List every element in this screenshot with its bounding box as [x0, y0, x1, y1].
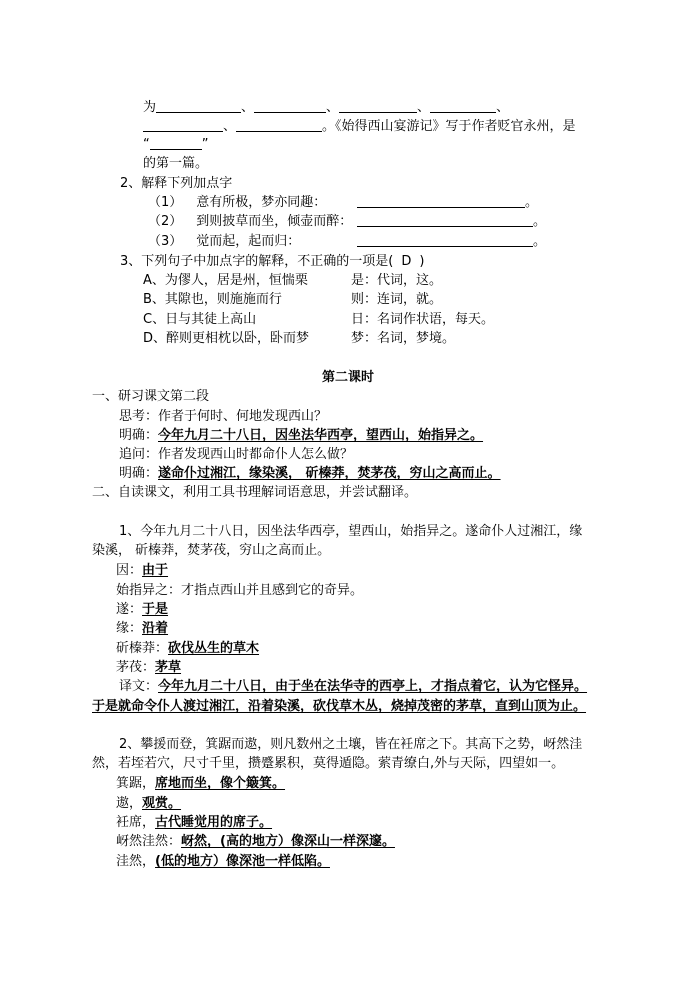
separator: 、: [417, 100, 431, 115]
q3-option-a: A、为僇人，居是州，恒惴栗: [143, 273, 308, 288]
gloss-meaning: 沿着: [142, 621, 169, 636]
passage-1-line-1: 1、今年九月二十八日，因坐法华西亭，望西山，始指异之。遂命仆人过湘江，缘: [119, 524, 583, 539]
fill-line-1: [143, 100, 509, 116]
translation-label: 译文：: [119, 679, 159, 694]
item-number: （3）: [148, 234, 183, 249]
gloss-waran: [116, 854, 330, 870]
gloss-term: 茅茷：: [116, 660, 156, 675]
item-text: 到则披草而坐，倾壶而醉：: [196, 214, 353, 229]
gloss-term: 斫榛莽：: [116, 641, 169, 656]
fill-prefix: 为: [143, 100, 157, 115]
separator: 、: [223, 119, 237, 134]
q3-answer: D: [401, 254, 412, 269]
item-number: （2）: [148, 214, 183, 229]
gloss-term: 岈然洼然：: [116, 834, 182, 849]
open-quote: “: [143, 137, 150, 152]
clarify-label: 明确：: [119, 428, 159, 443]
gloss-line-1: [116, 563, 168, 579]
passage-2-line-1: 2、攀援而登，箕踞而遨，则凡数州之土壤，皆在衽席之下。其高下之势，岈然洼: [119, 737, 583, 752]
clarify-line-1: [119, 428, 483, 444]
gloss-meaning: 由于: [142, 563, 169, 578]
fill-line-2: [143, 119, 576, 135]
ask-label: 追问：: [119, 447, 159, 462]
ask-line: [119, 447, 353, 463]
separator: 、: [326, 100, 340, 115]
gloss-meaning: 茅草: [155, 660, 182, 675]
item-text: 意有所极，梦亦同趣：: [196, 195, 327, 210]
gloss-line-6: [116, 660, 181, 676]
fill-line-4: 的第一篇。: [143, 156, 209, 171]
gloss-term: 遂：: [116, 602, 143, 617]
answer-blank: [357, 195, 525, 208]
separator: 、: [241, 100, 255, 115]
think-line: [119, 409, 327, 425]
q3-option-b-explain: 则：连词，就。: [351, 292, 443, 307]
gloss-term: 箕踞，: [116, 776, 156, 791]
q2-item-2-answer: [357, 214, 546, 230]
period: 。: [533, 234, 547, 249]
q3-title-close: ): [419, 254, 425, 269]
q3-option-d: D、醉则更相枕以卧，卧而梦: [143, 331, 310, 346]
q3-title-text: 3、下列句子中加点字的解释，不正确的一项是(: [120, 254, 394, 269]
part-2-title: 二、自读课文，利用工具书理解词语意思，并尝试翻译。: [92, 485, 418, 500]
think-label: 思考：: [119, 409, 159, 424]
gloss-meaning: 岈然，(高的地方）像深山一样深邃。: [181, 834, 395, 849]
q2-item-1-answer: [357, 195, 538, 211]
fill-tail-text: 。《始得西山宴游记》写于作者贬官永州，是: [322, 119, 576, 134]
part-1-title: 一、研习课文第二段: [92, 389, 210, 404]
gloss-meaning: 于是: [142, 602, 169, 617]
gloss-line-4: [116, 621, 168, 637]
blank-4: [430, 100, 496, 113]
blank-5: [143, 119, 223, 132]
translation-line-1: [119, 679, 587, 695]
answer-blank: [357, 214, 533, 227]
clarify-answer: 今年九月二十八日，因坐法华西亭，望西山，始指异之。: [158, 428, 484, 443]
gloss-ao: [116, 796, 181, 812]
lesson-heading: 第二课时: [321, 370, 374, 385]
gloss-line-5: [116, 641, 259, 657]
period: 。: [533, 214, 547, 229]
q3-option-c-explain: 日：名词作状语，每天。: [351, 312, 495, 327]
close-quote: ”: [201, 137, 209, 152]
blank-3: [339, 100, 417, 113]
gloss-meaning: 才指点西山并且感到它的奇异。: [181, 583, 364, 598]
gloss-meaning: 观赏。: [142, 796, 182, 811]
question-2-title: 2、解释下列加点字: [120, 176, 233, 191]
gloss-renxi: [116, 815, 272, 831]
item-number: （1）: [148, 195, 183, 210]
blank-7: [150, 137, 202, 150]
gloss-line-3: [116, 602, 168, 618]
blank-1: [156, 100, 241, 113]
q3-option-b: B、其隙也，则施施而行: [143, 292, 282, 307]
passage-2-line-2: 然，若垤若穴，尺寸千里，攒蹙累积，莫得遁隐。萦青缭白,外与天际，四望如一。: [92, 756, 565, 771]
translation-line-2: 于是就命令仆人渡过湘江，沿着染溪，砍伐草木丛，烧掉茂密的茅草，直到山顶为止。: [92, 699, 587, 714]
gloss-term: 因：: [116, 563, 143, 578]
gloss-meaning: 砍伐丛生的草木: [168, 641, 260, 656]
gloss-line-2: [116, 583, 363, 599]
gloss-xiaran: [116, 834, 395, 850]
q3-option-d-explain: 梦：名词，梦境。: [351, 331, 456, 346]
think-text: 作者于何时、何地发现西山？: [158, 409, 328, 424]
separator: 、: [496, 100, 510, 115]
clarify-line-2: [119, 466, 501, 482]
clarify-answer: 遂命仆过湘江，缘染溪， 斫榛莽，焚茅茷，穷山之高而止。: [158, 466, 501, 481]
gloss-meaning: 古代睡觉用的席子。: [155, 815, 273, 830]
item-text: 觉而起，起而归：: [196, 234, 301, 249]
gloss-meaning: (低的地方）像深池一样低陷。: [155, 854, 330, 869]
gloss-term: 衽席，: [116, 815, 156, 830]
q2-item-2: [148, 214, 352, 230]
gloss-meaning: 席地而坐，像个簸箕。: [155, 776, 286, 791]
passage-1-line-2: 染溪， 斫榛莽，焚茅茷，穷山之高而止。: [92, 543, 331, 558]
question-3-title: [120, 254, 424, 270]
gloss-term: 始指异之：: [116, 583, 182, 598]
period: 。: [525, 195, 539, 210]
gloss-term: 遨，: [116, 796, 143, 811]
q2-item-3: [148, 234, 300, 250]
q3-option-a-explain: 是：代词，这。: [351, 273, 443, 288]
q3-option-c: C、日与其徒上高山: [143, 312, 257, 327]
blank-2: [254, 100, 326, 113]
ask-text: 作者发现西山时都命仆人怎么做？: [158, 447, 354, 462]
answer-blank: [357, 234, 533, 247]
q2-item-3-answer: [357, 234, 546, 250]
gloss-term: 缘：: [116, 621, 143, 636]
translation-text: 今年九月二十八日，由于坐在法华寺的西亭上，才指点着它，认为它怪异。: [158, 679, 588, 694]
fill-line-3: [143, 137, 209, 153]
gloss-jiju: [116, 776, 285, 792]
clarify-label: 明确：: [119, 466, 159, 481]
gloss-term: 洼然，: [116, 854, 156, 869]
blank-6: [236, 119, 322, 132]
q2-item-1: [148, 195, 326, 211]
